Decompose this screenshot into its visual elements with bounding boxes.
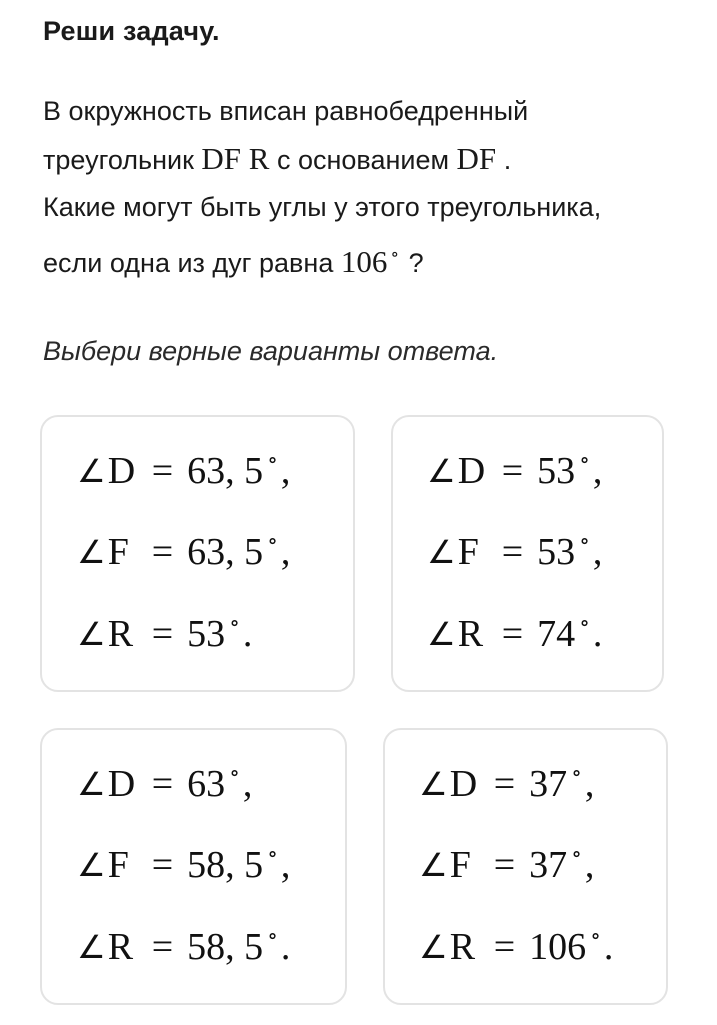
answer-option-3[interactable] [40,728,347,1005]
problem-line-2-middle: с основанием [269,145,457,175]
degree-symbol: ∘ [579,528,590,553]
equals-sign: = [151,613,174,655]
row-punctuation: , [280,844,291,886]
angle-letter: F [457,531,479,573]
angle-letter: R [107,926,134,968]
problem-line-2 [43,135,693,184]
answer-option-1[interactable] [40,415,355,692]
angle-value: 53 [537,450,576,492]
option-4-row-d [419,760,594,806]
angle-icon: ∠ [419,765,448,803]
option-2-row-f [427,528,602,574]
angle-letter: F [107,531,129,573]
angle-value: 53 [537,531,576,573]
row-punctuation: , [242,763,253,805]
arc-value: 106 [340,244,388,279]
degree-symbol: ∘ [267,841,278,866]
angle-value: 63, 5 [187,531,264,573]
row-punctuation: , [280,531,291,573]
angle-letter: R [107,613,134,655]
equals-sign: = [493,763,516,805]
angle-letter: D [457,450,486,492]
option-1-row-f [77,528,290,574]
angle-icon: ∠ [77,533,106,571]
problem-line-1: В окружность вписан равнобедренный [43,96,529,126]
row-punctuation: . [603,926,614,968]
angle-value: 106 [529,926,587,968]
angle-letter: D [449,763,478,805]
angle-icon: ∠ [427,615,456,653]
angle-icon: ∠ [427,533,456,571]
base-name: DF [456,141,497,176]
option-2-row-d [427,447,602,493]
option-4-row-r [419,923,613,969]
row-punctuation: . [242,613,253,655]
problem-line-2-start: треугольник [43,145,202,175]
angle-icon: ∠ [419,928,448,966]
problem-line-3: Какие могут быть углы у этого треугольника, [43,192,602,222]
row-punctuation: , [584,844,595,886]
problem-line-2-end: . [496,145,512,175]
degree-symbol: ∘ [267,923,278,948]
row-punctuation: , [592,531,603,573]
equals-sign: = [501,450,524,492]
row-punctuation: , [584,763,595,805]
equals-sign: = [493,844,516,886]
option-3-row-d [77,760,252,806]
angle-icon: ∠ [77,846,106,884]
angle-value: 37 [529,763,568,805]
option-2-row-r [427,610,602,656]
option-3-row-r [77,923,290,969]
angle-icon: ∠ [77,928,106,966]
angle-icon: ∠ [77,765,106,803]
degree-symbol: ∘ [590,923,601,948]
angle-icon: ∠ [77,615,106,653]
answer-option-2[interactable] [391,415,664,692]
problem-line-4 [43,231,693,287]
angle-value: 37 [529,844,568,886]
degree-symbol: ∘ [579,610,590,635]
degree-symbol: ∘ [571,841,582,866]
degree-symbol: ∘ [267,447,278,472]
equals-sign: = [151,926,174,968]
option-1-row-r [77,610,252,656]
angle-letter: R [457,613,484,655]
degree-symbol: ∘ [571,760,582,785]
answer-option-4[interactable] [383,728,668,1005]
equals-sign: = [501,531,524,573]
row-punctuation: . [280,926,291,968]
angle-value: 58, 5 [187,926,264,968]
degree-symbol: ∘ [579,447,590,472]
problem-line-4-end: ? [401,248,424,278]
option-1-row-d [77,447,290,493]
equals-sign: = [151,531,174,573]
row-punctuation: . [592,613,603,655]
angle-value: 58, 5 [187,844,264,886]
degree-symbol: ∘ [229,610,240,635]
task-heading: Реши задачу. [43,16,220,46]
angle-letter: D [107,763,136,805]
angle-letter: F [107,844,129,886]
angle-letter: F [449,844,471,886]
degree-symbol: ∘ [229,760,240,785]
instruction-text: Выбери верные варианты ответа. [43,336,499,366]
degree-symbol: ∘ [390,244,400,264]
angle-icon: ∠ [77,452,106,490]
angle-icon: ∠ [427,452,456,490]
row-punctuation: , [592,450,603,492]
equals-sign: = [151,763,174,805]
triangle-name: DF R [201,141,270,176]
angle-letter: R [449,926,476,968]
equals-sign: = [151,450,174,492]
problem-line-4-start: если одна из дуг равна [43,248,341,278]
equals-sign: = [501,613,524,655]
angle-icon: ∠ [419,846,448,884]
degree-symbol: ∘ [267,528,278,553]
angle-value: 63, 5 [187,450,264,492]
option-3-row-f [77,841,290,887]
option-4-row-f [419,841,594,887]
equals-sign: = [151,844,174,886]
angle-value: 74 [537,613,576,655]
row-punctuation: , [280,450,291,492]
angle-value: 63 [187,763,226,805]
problem-text [43,88,693,287]
angle-letter: D [107,450,136,492]
equals-sign: = [493,926,516,968]
angle-value: 53 [187,613,226,655]
